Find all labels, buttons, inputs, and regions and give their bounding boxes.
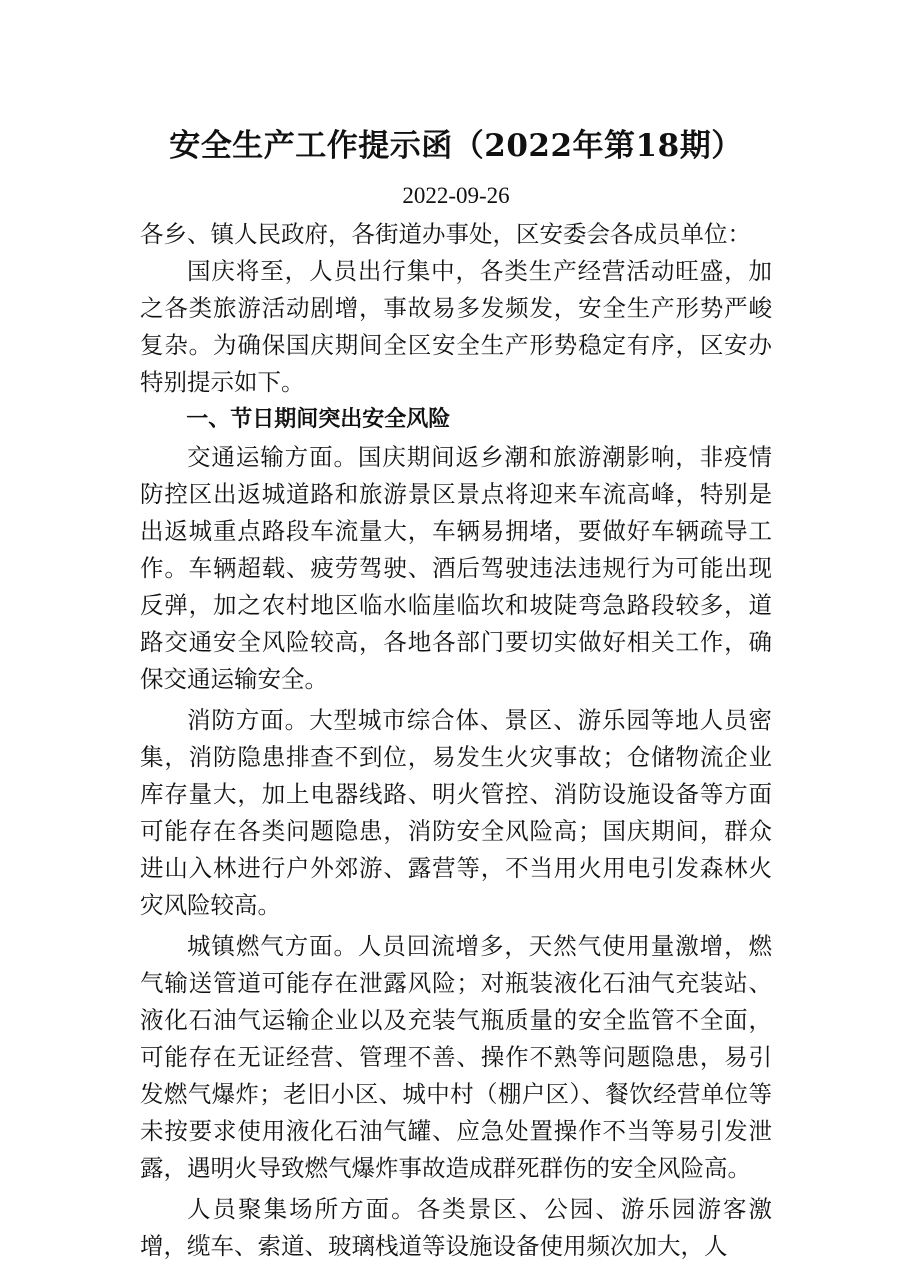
intro-paragraph: 国庆将至，人员出行集中，各类生产经营活动旺盛，加之各类旅游活动剧增，事故易多发频发，安全生产形势严峻复杂。为确保国庆期间全区安全生产形势稳定有序，区安办特别提示如下。 <box>140 257 772 396</box>
document-date: 2022-09-26 <box>402 183 510 208</box>
document-title: 安全生产工作提示函（2022年第18期） <box>169 128 743 164</box>
section-heading: 一、节日期间突出安全风险 <box>186 407 451 432</box>
paragraph-fire: 消防方面。大型城市综合体、景区、游乐园等地人员密集，消防隐患排查不到位，易发生火灾事故；仓储物流企业库存量大，加上电器线路、明火管控、消防设施设备等方面可能存在各类问题隐患，消防安全风险高；国庆期间，群众进山入林进行户外郊游、露营等，不当用火用电引发森林火灾风险较高。 <box>140 706 772 919</box>
paragraph-traffic: 交通运输方面。国庆期间返乡潮和旅游潮影响，非疫情防控区出返城道路和旅游景区景点将迎来车流高峰，特别是出返城重点路段车流量大，车辆易拥堵，要做好车辆疏导工作。车辆超载、疲劳驾驶、酒后驾驶违法违规行为可能出现反弹，加之农村地区临水临崖临坎和坡陡弯急路段较多，道路交通安全风险较高，各地各部门要切实做好相关工作，确保交通运输安全。 <box>140 443 772 693</box>
salutation: 各乡、镇人民政府，各街道办事处，区安委会各成员单位： <box>140 220 751 248</box>
paragraph-gas: 城镇燃气方面。人员回流增多，天然气使用量激增，燃气输送管道可能存在泄露风险；对瓶装液化石油气充装站、液化石油气运输企业以及充装气瓶质量的安全监管不全面，可能存在无证经营、管理不善、操作不熟等问题隐患，易引发燃气爆炸；老旧小区、城中村（棚户区）、餐饮经营单位等未按要求使用液化石油气罐、应急处置操作不当等易引发泄露，遇明火导致燃气爆炸事故造成群死群伤的安全风险高。 <box>140 932 772 1182</box>
paragraph-crowds: 人员聚集场所方面。各类景区、公园、游乐园游客激增，缆车、索道、玻璃栈道等设施设备使用频次加大，人 <box>140 1195 772 1260</box>
document-page <box>140 118 772 1265</box>
